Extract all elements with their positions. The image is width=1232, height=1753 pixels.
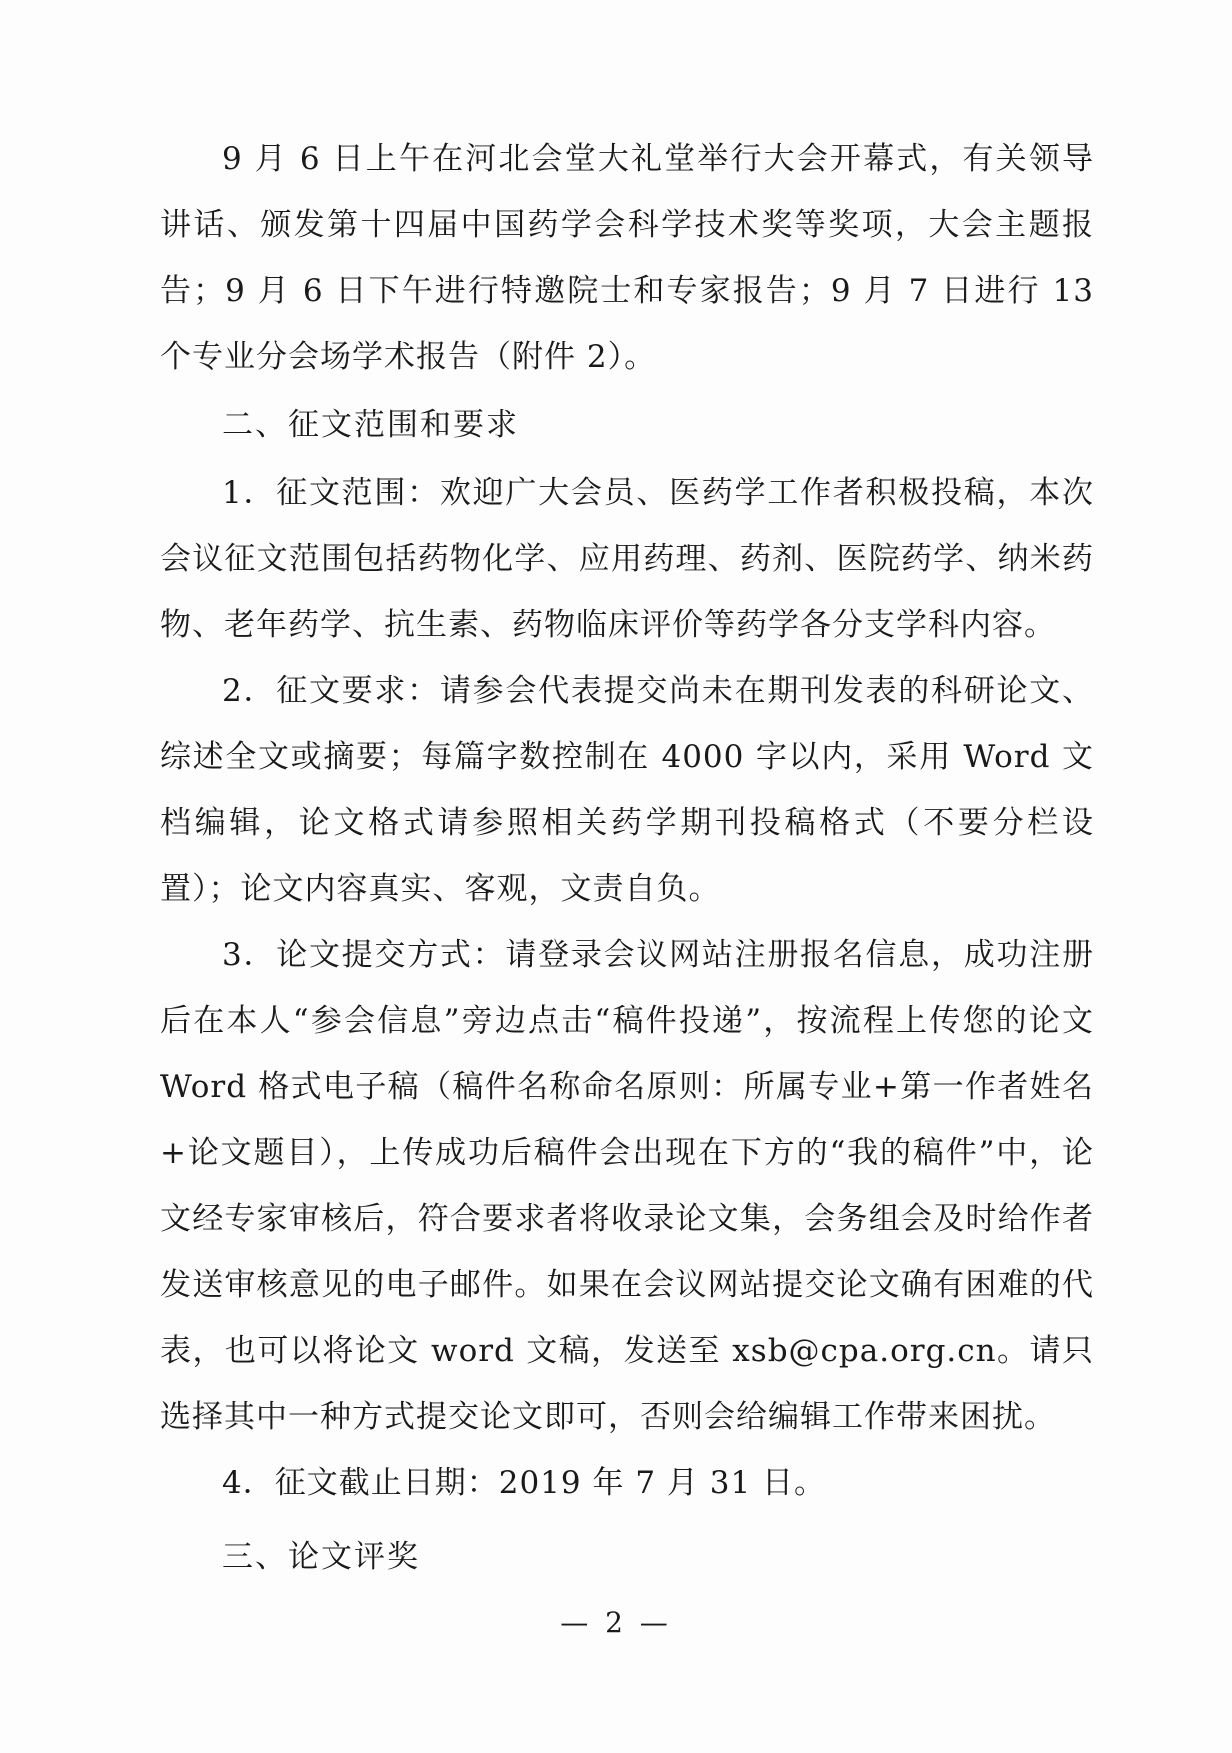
item-requirements: 2．征文要求：请参会代表提交尚未在期刊发表的科研论文、综述全文或摘要；每篇字数控制在 4000 字以内，采用 Word 文档编辑，论文格式请参照相关药学期刊投稿格式（不要分栏设置）；论文内容真实、客观，文责自负。 bbox=[160, 673, 1094, 907]
section-heading-paper-awards: 三、论文评奖 bbox=[222, 1539, 420, 1575]
section-heading-call-for-papers: 二、征文范围和要求 bbox=[222, 407, 519, 443]
item-submission-method: 3．论文提交方式：请登录会议网站注册报名信息，成功注册后在本人“参会信息”旁边点击“稿件投递”，按流程上传您的论文 Word 格式电子稿（稿件名称命名原则：所属专业+第一作者姓名+论文题目），上传成功后稿件会出现在下方的“我的稿件”中，论文经专家审核后，符合要求者将收录论文集，会务组会及时给作者发送审核意见的电子邮件。如果在会议网站提交论文确有困难的代表，也可以将论文 word 文稿，发送至 xsb@cpa.org.cn。请只选择其中一种方式提交论文即可，否则会给编辑工作带来困扰。 bbox=[160, 937, 1094, 1435]
item-deadline: 4．征文截止日期：2019 年 7 月 31 日。 bbox=[222, 1465, 827, 1501]
paragraph-opening-ceremony: 9 月 6 日上午在河北会堂大礼堂举行大会开幕式，有关领导讲话、颁发第十四届中国药学会科学技术奖等奖项，大会主题报告；9 月 6 日下午进行特邀院士和专家报告；9 月 7 日进行 13 个专业分会场学术报告（附件 2）。 bbox=[160, 141, 1094, 375]
document-body bbox=[160, 126, 1094, 1594]
page-number: — 2 — bbox=[560, 1606, 672, 1639]
item-scope: 1．征文范围：欢迎广大会员、医药学工作者积极投稿，本次会议征文范围包括药物化学、应用药理、药剂、医院药学、纳米药物、老年药学、抗生素、药物临床评价等药学各分支学科内容。 bbox=[160, 475, 1094, 643]
